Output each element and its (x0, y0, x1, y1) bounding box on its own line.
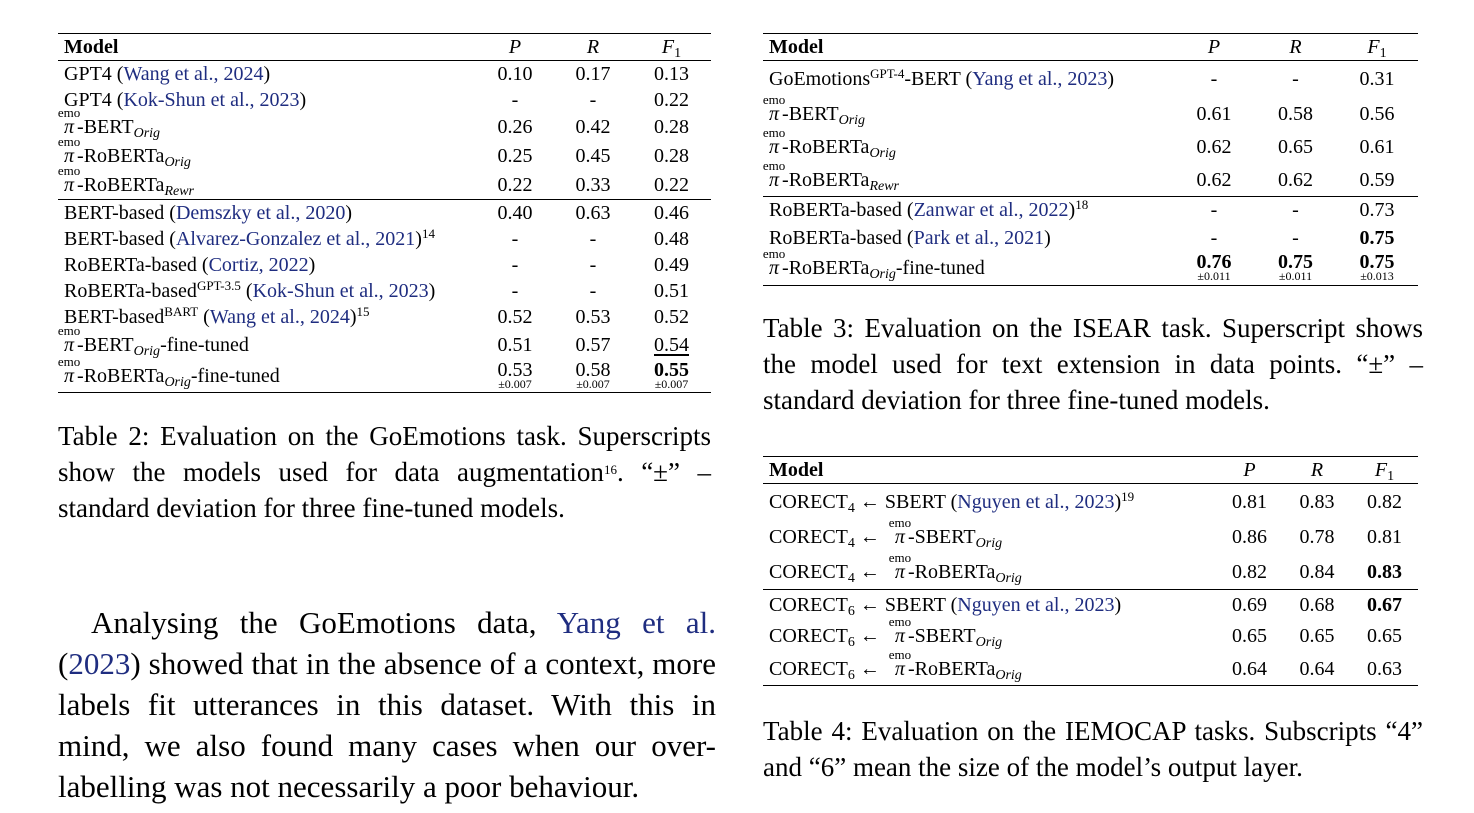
citation-link[interactable]: Kok-Shun et al., 2023 (252, 279, 429, 302)
recall-value: 0.65 (1299, 625, 1335, 647)
table-3 (763, 33, 1418, 286)
recall-value: - (1292, 68, 1299, 91)
recall-value: 0.62 (1278, 168, 1313, 191)
model-name: emo π -RoBERTa$_{Rewr}$ (762, 157, 899, 194)
precision-value: 0.51 (497, 334, 533, 356)
table-row (763, 197, 1418, 224)
f1-value: 0.82 (1367, 490, 1402, 513)
model-name: RoBERTa-based (Zanwar et al., 2022)$^{18}$ (769, 197, 1089, 222)
f1-value: 0.63 (1367, 657, 1402, 680)
std-dev: ±0.011 (1278, 269, 1313, 284)
table-row (763, 252, 1418, 286)
std-dev: ±0.007 (654, 376, 689, 391)
f1-value: 0.49 (654, 253, 689, 276)
table-row (58, 142, 711, 171)
model-name: $CORECT_4$ ← SBERT (Nguyen et al., 2023)$^{19}$ (769, 488, 1135, 516)
f1-value: 0.51 (654, 279, 689, 302)
precision-value: 0.86 (1232, 526, 1267, 548)
table-row (58, 226, 711, 252)
table-4-container (763, 456, 1418, 686)
emo-pi-symbol: emo π (57, 323, 81, 356)
table-row (763, 98, 1418, 131)
emo-pi-symbol: emo π (57, 134, 81, 167)
table-row (763, 590, 1418, 620)
std-dev: ±0.011 (1197, 269, 1231, 284)
citation-link[interactable]: Demszky et al., 2020 (175, 201, 346, 224)
model-name: RoBERTa-based (Cortiz, 2022) (64, 253, 316, 276)
recall-column-header: R (586, 36, 600, 58)
model-name: GPT4 (Wang et al., 2024) (64, 62, 271, 85)
model-name: GPT4 (Kok-Shun et al., 2023) (64, 88, 307, 111)
f1-value: 0.55 ±0.007 (654, 358, 689, 391)
model-name: emo π -RoBERTa$_{Orig}$-fine-tuned (762, 246, 985, 283)
model-name: emo π -RoBERTa$_{Orig}$ (762, 125, 896, 161)
citation-link[interactable]: Wang et al., 2024 (123, 62, 264, 85)
table-row (763, 653, 1418, 686)
precision-value: - (511, 279, 519, 302)
recall-value: 0.75 ±0.011 (1278, 251, 1313, 284)
citation-year-link[interactable]: 2023 (68, 646, 131, 681)
table-row (763, 61, 1418, 98)
precision-column-header: P (1243, 459, 1256, 481)
f1-value: 0.31 (1359, 68, 1395, 91)
table-header-row (58, 34, 711, 61)
f1-value: 0.28 (654, 116, 689, 138)
model-column-header: Model (769, 459, 824, 481)
recall-value: - (1292, 199, 1299, 222)
emo-pi-symbol: emo π (888, 515, 912, 548)
model-name: GoEmotions$^{GPT-4}$-BERT (Yang et al., 2023) (769, 66, 1115, 91)
std-dev: ±0.007 (576, 376, 610, 391)
footnote-marker[interactable]: 18 (1075, 197, 1089, 213)
precision-column-header: P (1207, 36, 1221, 58)
table-row (58, 278, 711, 304)
footnote-marker[interactable]: 19 (1121, 488, 1135, 504)
recall-column-header: R (1310, 459, 1324, 481)
emo-pi-symbol: emo π (762, 157, 786, 191)
precision-value: 0.65 (1232, 625, 1267, 647)
model-name: emo π -RoBERTa$_{Rewr}$ (57, 162, 194, 199)
precision-value: 0.40 (497, 201, 533, 224)
recall-value: 0.58 (1278, 103, 1313, 125)
f1-column-header: $F_1$ (1367, 36, 1387, 61)
f1-value: 0.48 (654, 227, 689, 250)
f1-value: 0.28 (654, 145, 689, 167)
model-name: BERT-based (Alvarez-Gonzalez et al., 2021)$^{14}$ (64, 225, 435, 250)
table-4 (763, 456, 1418, 686)
precision-column-header: P (508, 36, 522, 58)
model-name: emo π $-BERT_{Orig}$ (57, 105, 161, 141)
table-2 (58, 33, 711, 393)
f1-value: 0.83 (1367, 560, 1402, 583)
citation-link[interactable]: Wang et al., 2024 (209, 306, 350, 328)
table-row (58, 360, 711, 393)
recall-value: - (589, 88, 597, 111)
emo-pi-symbol: emo π (888, 614, 912, 647)
f1-column-header: $F_1$ (1374, 459, 1395, 484)
f1-value: 0.75 ±0.013 (1359, 251, 1395, 284)
recall-value: 0.53 (575, 306, 611, 328)
std-dev: ±0.013 (1360, 269, 1394, 284)
precision-value: 0.69 (1232, 593, 1267, 616)
citation-link[interactable]: Yang et al., 2023 (972, 68, 1108, 91)
precision-value: - (511, 88, 519, 111)
table-row (763, 224, 1418, 252)
citation-link[interactable]: Alvarez-Gonzalez et al., 2021 (175, 227, 416, 250)
recall-value: 0.78 (1299, 526, 1335, 548)
footnote-marker[interactable]: 15 (356, 304, 370, 319)
model-name: $CORECT_6$ ← emo π $-SBERT_{Orig}$ (769, 614, 1003, 650)
emo-pi-symbol: emo π (762, 246, 786, 280)
emo-pi-symbol: emo π (888, 646, 912, 680)
f1-value: 0.73 (1359, 199, 1395, 222)
emo-pi-symbol: emo π (57, 162, 81, 196)
precision-value: 0.62 (1196, 168, 1232, 191)
recall-value: 0.64 (1299, 657, 1335, 680)
precision-value: 0.26 (497, 116, 533, 138)
table-row (58, 61, 711, 87)
precision-value: 0.10 (497, 62, 533, 85)
f1-value: 0.56 (1359, 103, 1395, 125)
citation-link[interactable]: Nguyen et al., 2023 (957, 593, 1115, 616)
model-name: BERT-based$^{BART}$ (Wang et al., 2024)$^{15}$ (64, 304, 370, 328)
precision-value: 0.82 (1232, 560, 1267, 583)
table-header-row (763, 457, 1418, 484)
table-row (763, 164, 1418, 197)
f1-value: 0.54 (654, 334, 689, 356)
model-name: $CORECT_6$ ← emo π -RoBERTa$_{Orig}$ (769, 646, 1022, 683)
table-3-caption: Table 3: Evaluation on the ISEAR task. Superscript shows the model used for text extension in data points. “±” – standard deviation for three fine-tuned models. (763, 313, 1423, 415)
table-row (58, 200, 711, 226)
precision-value: - (1210, 199, 1218, 222)
f1-value: 0.46 (654, 201, 689, 224)
model-name: BERT-based (Demszky et al., 2020) (64, 201, 353, 224)
citation-link[interactable]: Zanwar et al., 2022 (913, 199, 1069, 222)
model-name: emo π $-BERT_{Orig}-fine$-tuned (57, 323, 249, 359)
f1-value: 0.67 (1367, 593, 1402, 616)
table-row (58, 331, 711, 360)
table-3-container (763, 33, 1418, 286)
recall-value: 0.45 (575, 145, 611, 167)
emo-pi-symbol: emo π (57, 353, 81, 387)
model-name: $CORECT_4$ ← emo π -RoBERTa$_{Orig}$ (769, 549, 1022, 586)
recall-value: 0.68 (1299, 593, 1335, 616)
table-row (58, 304, 711, 331)
emo-pi-symbol: emo π (888, 549, 912, 583)
recall-value: 0.83 (1299, 490, 1335, 513)
f1-value: 0.81 (1367, 526, 1402, 548)
f1-value: 0.22 (654, 173, 689, 196)
precision-value: 0.61 (1196, 103, 1232, 125)
precision-value: 0.81 (1232, 490, 1267, 513)
precision-value: 0.25 (497, 145, 533, 167)
precision-value: - (511, 227, 519, 250)
recall-value: 0.65 (1278, 136, 1313, 158)
recall-value: - (589, 279, 597, 302)
table-row (58, 87, 711, 113)
precision-value: 0.64 (1232, 657, 1267, 680)
model-name: RoBERTa-based (Park et al., 2021) (769, 226, 1051, 249)
precision-value: 0.53 ±0.007 (497, 358, 533, 391)
precision-value: 0.76 ±0.011 (1196, 251, 1232, 284)
f1-value: 0.59 (1359, 168, 1395, 191)
emo-pi-symbol: emo π (762, 125, 786, 158)
table-row (763, 520, 1418, 555)
table-row (763, 484, 1418, 520)
citation-link[interactable]: Cortiz, 2022 (208, 253, 309, 276)
model-name: $CORECT_4$ ← emo π $-SBERT_{Orig}$ (769, 515, 1003, 551)
recall-value: 0.42 (575, 116, 611, 138)
model-name: $CORECT_6$ ← SBERT (Nguyen et al., 2023) (769, 593, 1122, 619)
f1-value: 0.75 (1359, 226, 1395, 249)
precision-value: 0.22 (497, 173, 533, 196)
std-dev: ±0.007 (498, 376, 532, 391)
precision-value: 0.62 (1196, 136, 1232, 158)
citation-link[interactable]: Kok-Shun et al., 2023 (123, 88, 300, 111)
precision-value: - (1210, 226, 1218, 249)
precision-value: - (1210, 68, 1218, 91)
table-4-caption: Table 4: Evaluation on the IEMOCAP tasks. Subscripts “4” and “6” mean the size of the model’s output layer. (763, 716, 1423, 782)
table-row (763, 131, 1418, 164)
table-row (58, 171, 711, 200)
emo-pi-symbol: emo π (762, 92, 786, 125)
model-name: emo π -RoBERTa$_{Orig}$-fine-tuned (57, 353, 280, 390)
table-row (763, 620, 1418, 653)
recall-column-header: R (1289, 36, 1302, 58)
model-column-header: Model (769, 36, 824, 58)
f1-value: 0.22 (654, 88, 689, 111)
model-name: RoBERTa-based$^{GPT-3.5}$ (Kok-Shun et al., 2023) (64, 277, 436, 302)
table-row (58, 113, 711, 142)
f1-value: 0.61 (1359, 136, 1395, 158)
table-2-caption: Table 2: Evaluation on the GoEmotions task. Superscripts show the models used for data augmentation$^{16}$. “±” – standard deviation for three fine-tuned models. (58, 421, 711, 523)
recall-value: 0.57 (575, 334, 611, 356)
emo-pi-symbol: emo π (57, 105, 81, 138)
footnote-marker[interactable]: 14 (421, 225, 435, 241)
citation-link[interactable]: Park et al., 2021 (913, 226, 1045, 249)
precision-value: 0.52 (497, 306, 533, 328)
model-column-header: Model (64, 36, 119, 58)
recall-value: 0.17 (575, 62, 611, 85)
model-name: emo π -RoBERTa$_{Orig}$ (57, 134, 191, 170)
f1-value: 0.13 (654, 62, 689, 85)
citation-link[interactable]: Yang et al. (556, 605, 717, 640)
footnote-marker[interactable]: 16 (603, 462, 617, 477)
precision-value: - (511, 253, 519, 276)
recall-value: - (589, 253, 597, 276)
recall-value: 0.84 (1299, 560, 1335, 583)
table-header-row (763, 34, 1418, 61)
body-paragraph: Analysing the GoEmotions data, Yang et al. (2023) showed that in the absence of a context, more labels fit utterances in this dataset. With this in mind, we also found many cases when our over-labelling was not necessarily a poor behaviour. (58, 605, 717, 804)
citation-link[interactable]: Nguyen et al., 2023 (957, 490, 1115, 513)
recall-value: 0.58 ±0.007 (575, 358, 611, 391)
table-row (58, 252, 711, 278)
table-row (763, 555, 1418, 590)
recall-value: 0.33 (575, 173, 611, 196)
f1-value: 0.65 (1367, 625, 1402, 647)
table-2-container (58, 33, 711, 393)
recall-value: 0.63 (575, 201, 611, 224)
f1-column-header: $F_1$ (661, 36, 682, 61)
model-name: emo π $-BERT_{Orig}$ (762, 92, 866, 128)
f1-value: 0.52 (654, 306, 689, 328)
recall-value: - (1292, 226, 1299, 249)
recall-value: - (589, 227, 597, 250)
